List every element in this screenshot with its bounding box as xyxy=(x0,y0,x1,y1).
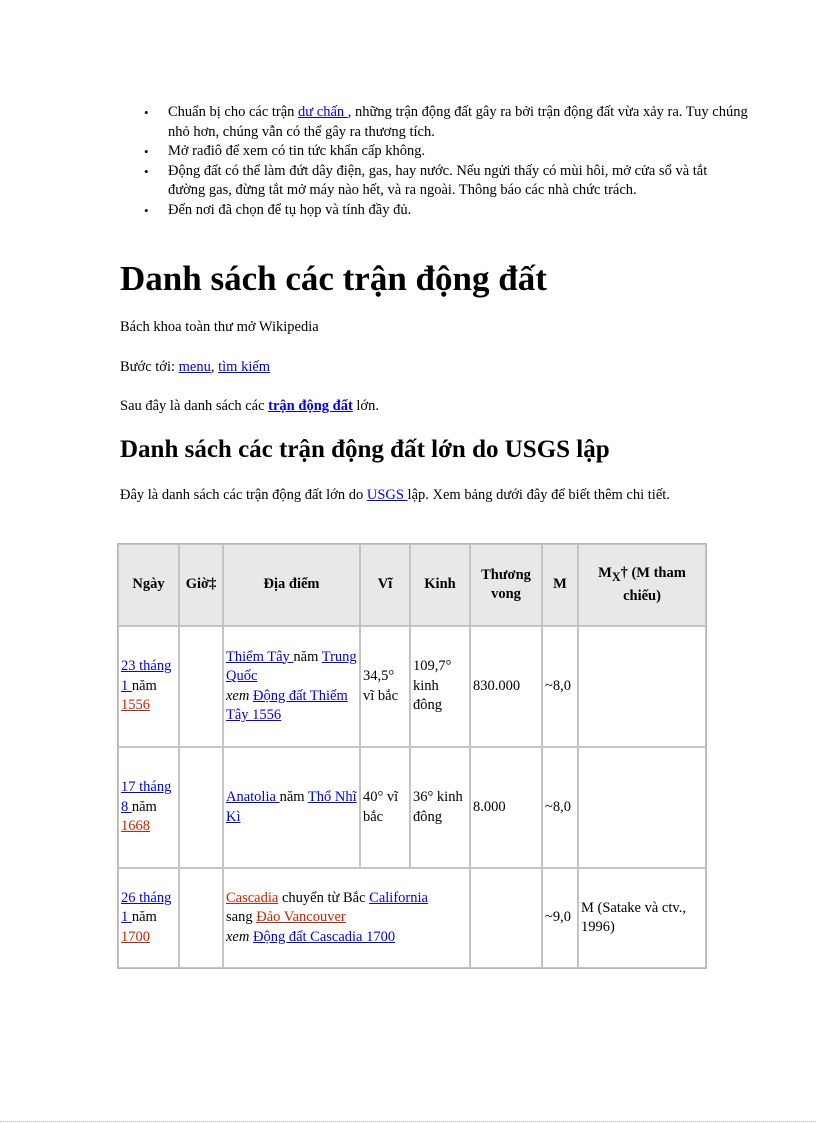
island-link[interactable]: Đảo Vancouver xyxy=(256,909,346,926)
usgs-link[interactable]: USGS xyxy=(366,487,408,503)
list-item: • Chuẩn bị cho các trận dư chấn , những trận động đất gây ra bởi trận động đất vừa xảy ra. Tuy chúng nhỏ hơn, chúng vẫn có thể gây ra thương tích. xyxy=(144,104,748,140)
cell-casualties: 8.000 xyxy=(470,747,542,868)
earthquake-table-wrapper xyxy=(117,543,707,969)
table-row xyxy=(118,868,706,968)
cell-casualties xyxy=(470,868,542,968)
bullet-list xyxy=(120,103,748,220)
date-link[interactable]: 23 tháng 1 xyxy=(121,658,172,694)
cell-date: 17 tháng 8 năm 1668 xyxy=(118,747,179,868)
page-title: Danh sách các trận động đất xyxy=(120,259,547,298)
cell-latitude: 34,5° vĩ bắc xyxy=(360,626,410,747)
header-date: Ngày xyxy=(118,544,179,626)
cell-location: Cascadia chuyển từ Bắc California sang Đảo Vancouver xem Động đất Cascadia 1700 xyxy=(223,868,470,968)
cell-time xyxy=(179,747,223,868)
list-item: • Đến nơi đã chọn để tụ họp và tính đầy đủ. xyxy=(168,201,748,221)
country-link[interactable]: Thổ Nhĩ Kì xyxy=(226,789,357,825)
header-latitude: Vĩ xyxy=(360,544,410,626)
jump-to-nav: Bước tới: menu, tìm kiếm xyxy=(120,359,271,375)
list-item: • Mở rađiô để xem có tin tức khẩn cấp không. xyxy=(168,142,748,162)
cell-time xyxy=(179,626,223,747)
cell-longitude: 36° kinh đông xyxy=(410,747,470,868)
earthquake-table xyxy=(117,543,707,969)
table-row xyxy=(118,626,706,747)
date-link[interactable]: 17 tháng 8 xyxy=(121,779,172,815)
date-link[interactable]: 26 tháng 1 xyxy=(121,889,172,926)
header-longitude: Kinh xyxy=(410,544,470,626)
cell-mx: M (Satake và ctv., 1996) xyxy=(578,868,706,968)
cell-time xyxy=(179,868,223,968)
header-mx: $M_X\dagger$ (M tham chiếu) xyxy=(578,544,706,626)
location-link[interactable]: Thiểm Tây xyxy=(226,648,294,665)
menu-link[interactable]: menu xyxy=(178,359,211,375)
cell-date: 23 tháng 1 năm 1556 xyxy=(118,626,179,747)
header-casualties: Thương vong xyxy=(470,544,542,626)
cell-casualties: 830.000 xyxy=(470,626,542,747)
header-time: Giờ‡ xyxy=(179,544,223,626)
section-title: Danh sách các trận động đất lớn do USGS lập xyxy=(120,436,610,463)
cell-date: 26 tháng 1 năm 1700 xyxy=(118,868,179,968)
cell-magnitude: ~8,0 xyxy=(542,747,578,868)
page-bottom-divider xyxy=(0,1121,816,1122)
location-link[interactable]: Cascadia xyxy=(226,889,279,906)
region-link[interactable]: California xyxy=(369,889,428,906)
cell-magnitude: ~9,0 xyxy=(542,868,578,968)
cell-mx xyxy=(578,626,706,747)
table-header-row xyxy=(118,544,706,626)
bullet-icon: • xyxy=(144,202,149,218)
bullet-icon: • xyxy=(144,144,149,159)
cell-location: Thiểm Tây năm Trung Quốc xem Động đất Thiểm Tây 1556 xyxy=(223,626,360,747)
search-link[interactable]: tìm kiếm xyxy=(218,359,271,375)
year-link[interactable]: 1556 xyxy=(121,697,150,714)
cell-magnitude: ~8,0 xyxy=(542,626,578,747)
year-link[interactable]: 1700 xyxy=(121,928,150,945)
country-link[interactable]: Trung Quốc xyxy=(226,648,357,684)
cell-mx xyxy=(578,747,706,868)
event-link[interactable]: Động đất Thiểm Tây 1556 xyxy=(226,687,348,723)
earthquake-link[interactable]: trận động đất xyxy=(268,398,353,414)
year-link[interactable]: 1668 xyxy=(121,818,150,835)
header-magnitude: M xyxy=(542,544,578,626)
list-item: • Động đất có thể làm đứt dây điện, gas, hay nước. Nếu ngửi thấy có mùi hôi, mở cửa sổ và tắt đường gas, đừng tắt mở máy nào hết, và ra ngoài. Thông báo các nhà chức trách. xyxy=(144,162,708,198)
cell-location: Anatolia năm Thổ Nhĩ Kì xyxy=(223,747,360,868)
cell-longitude: 109,7° kinh đông xyxy=(410,626,470,747)
source-line: Bách khoa toàn thư mở Wikipedia xyxy=(120,319,319,335)
header-location: Địa điểm xyxy=(223,544,360,626)
event-link[interactable]: Động đất Cascadia 1700 xyxy=(252,928,396,945)
table-row xyxy=(118,747,706,868)
aftershock-link[interactable]: dư chấn xyxy=(298,104,348,120)
cell-latitude: 40° vĩ bắc xyxy=(360,747,410,868)
location-link[interactable]: Anatolia xyxy=(226,789,280,805)
section-description: Đây là danh sách các trận động đất lớn do USGS lập. Xem bảng dưới đây để biết thêm chi tiết. xyxy=(120,487,670,503)
intro-paragraph: Sau đây là danh sách các trận động đất lớn. xyxy=(120,398,379,414)
bullet-icon: • xyxy=(144,105,149,120)
bullet-icon: • xyxy=(144,163,149,179)
